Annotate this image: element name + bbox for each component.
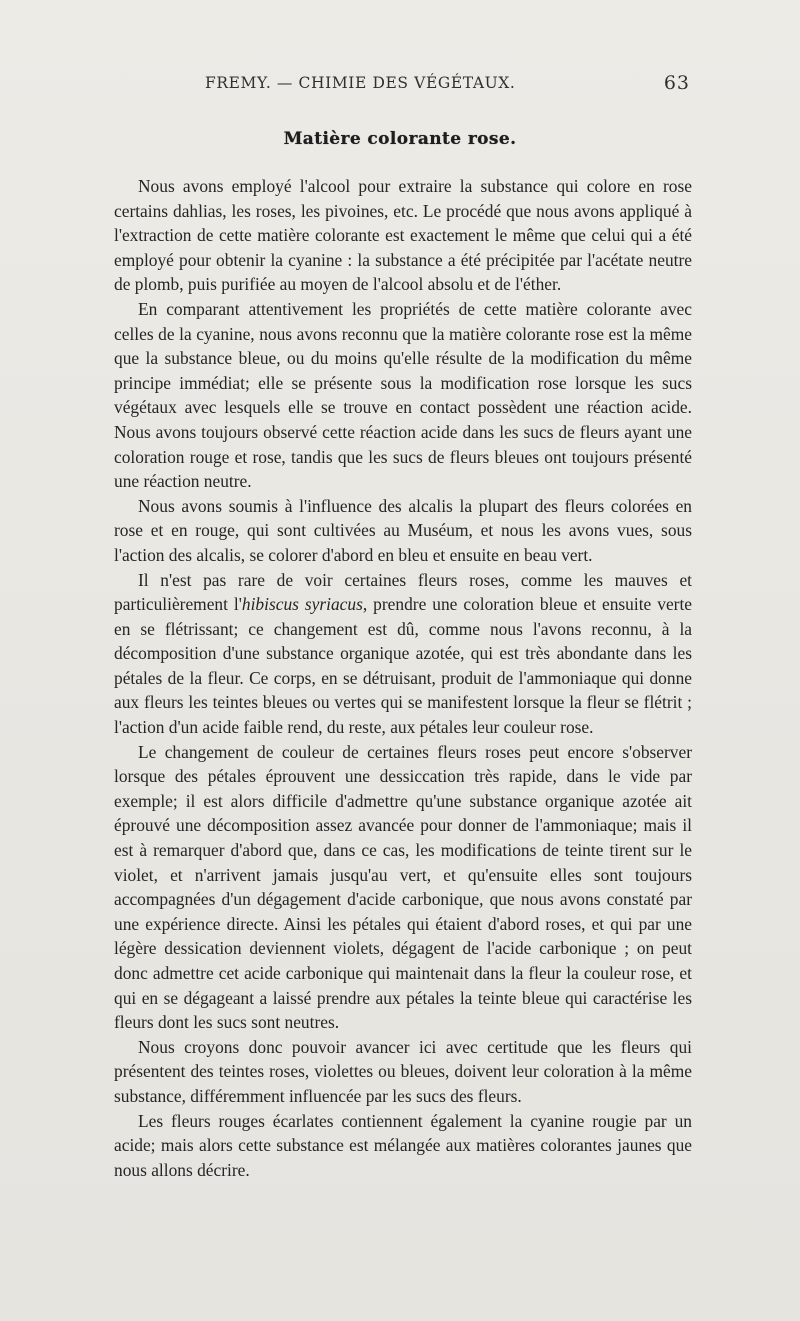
paragraph-4-end: , prendre une coloration bleue et ensuite verte en se flétrissant; ce changement est dû, comme nous l'avons reconnu, à la décomposition d'une substance organique azotée, qui est très abondante dans les pétales de la fleur. Ce corps, en se détruisant, produit de l'ammoniaque qui donne aux fleurs les teintes bleues ou vertes qui se manifestent lorsque la fleur se flétrit ; l'action d'un acide faible rend, du reste, aux pétales leur couleur rose. [114,594,692,738]
paragraph-3: Nous avons soumis à l'influence des alcalis la plupart des fleurs colorées en rose et en rouge, qui sont cultivées au Muséum, et nous les avons vues, sous l'action des alcalis, se colorer d'abord en bleu et ensuite en beau vert. [114,495,692,565]
paragraph-4-start: Il n'est pas rare de voir certaines fleurs roses, comme les mauves et particulièrement l' [114,569,692,615]
species-name: hibiscus syriacus [241,594,363,615]
paragraph-4 [114,568,692,740]
paragraph-5: Le changement de couleur de certaines fleurs roses peut encore s'observer lorsque des pétales éprouvent une dessiccation très rapide, dans le vide par exemple; il est alors difficile d'admettre qu'une substance organique azotée ait éprouvé une décomposition assez avancée pour donner de l'ammoniaque; mais il est à remarquer d'abord que, dans ce cas, les modifications de teinte tirent sur le violet, et n'arrivent jamais jusqu'au vert, et qu'ensuite elles sont toujours accompagnées d'un dégagement d'acide carbonique, que nous avons constaté par une expérience directe. Ainsi les pétales qui étaient d'abord roses, et qui par une légère dessication deviennent violets, dégagent de l'acide carbonique ; on peut donc admettre cet acide carbonique qui maintenait dans la fleur la couleur rose, et qui en se dégageant a laissé prendre aux pétales la teinte bleue qui caractérise les fleurs dont les sucs sont neutres. [114,741,692,1033]
running-title: FREMY. — CHIMIE DES VÉGÉTAUX. [205,74,516,92]
paragraph-1: Nous avons employé l'alcool pour extraire la substance qui colore en rose certains dahlias, les roses, les pivoines, etc. Le procédé que nous avons appliqué à l'extraction de cette matière colorante est exactement le même que celui qui a été employé pour obtenir la cyanine : la substance a été précipitée par l'acétate neutre de plomb, puis purifiée au moyen de l'alcool absolu et de l'éther. [114,176,692,295]
section-title: Matière colorante rose. [283,129,517,149]
paragraph-2: En comparant attentivement les propriétés de cette matière colorante avec celles de la cyanine, nous avons reconnu que la matière colorante rose est la même que la substance bleue, ou du moins qu'elle résulte de la modification du même principe immédiat; elle se présente sous la modification rose lorsque les sucs végétaux avec lesquels elle se trouve en contact possèdent une réaction acide. Nous avons toujours observé cette réaction acide dans les sucs de fleurs ayant une coloration rouge et rose, tandis que les sucs de fleurs bleues ont toujours présenté une réaction neutre. [114,298,692,492]
paragraph-6: Nous croyons donc pouvoir avancer ici avec certitude que les fleurs qui présentent des teintes roses, violettes ou bleues, doivent leur coloration à la même substance, différemment influencée par les sucs des fleurs. [114,1036,692,1106]
page-number: 63 [663,72,690,94]
paragraph-7: Les fleurs rouges écarlates contiennent également la cyanine rougie par un acide; mais alors cette substance est mélangée aux matières colorantes jaunes que nous allons décrire. [114,1110,692,1180]
body-text [114,174,692,1182]
